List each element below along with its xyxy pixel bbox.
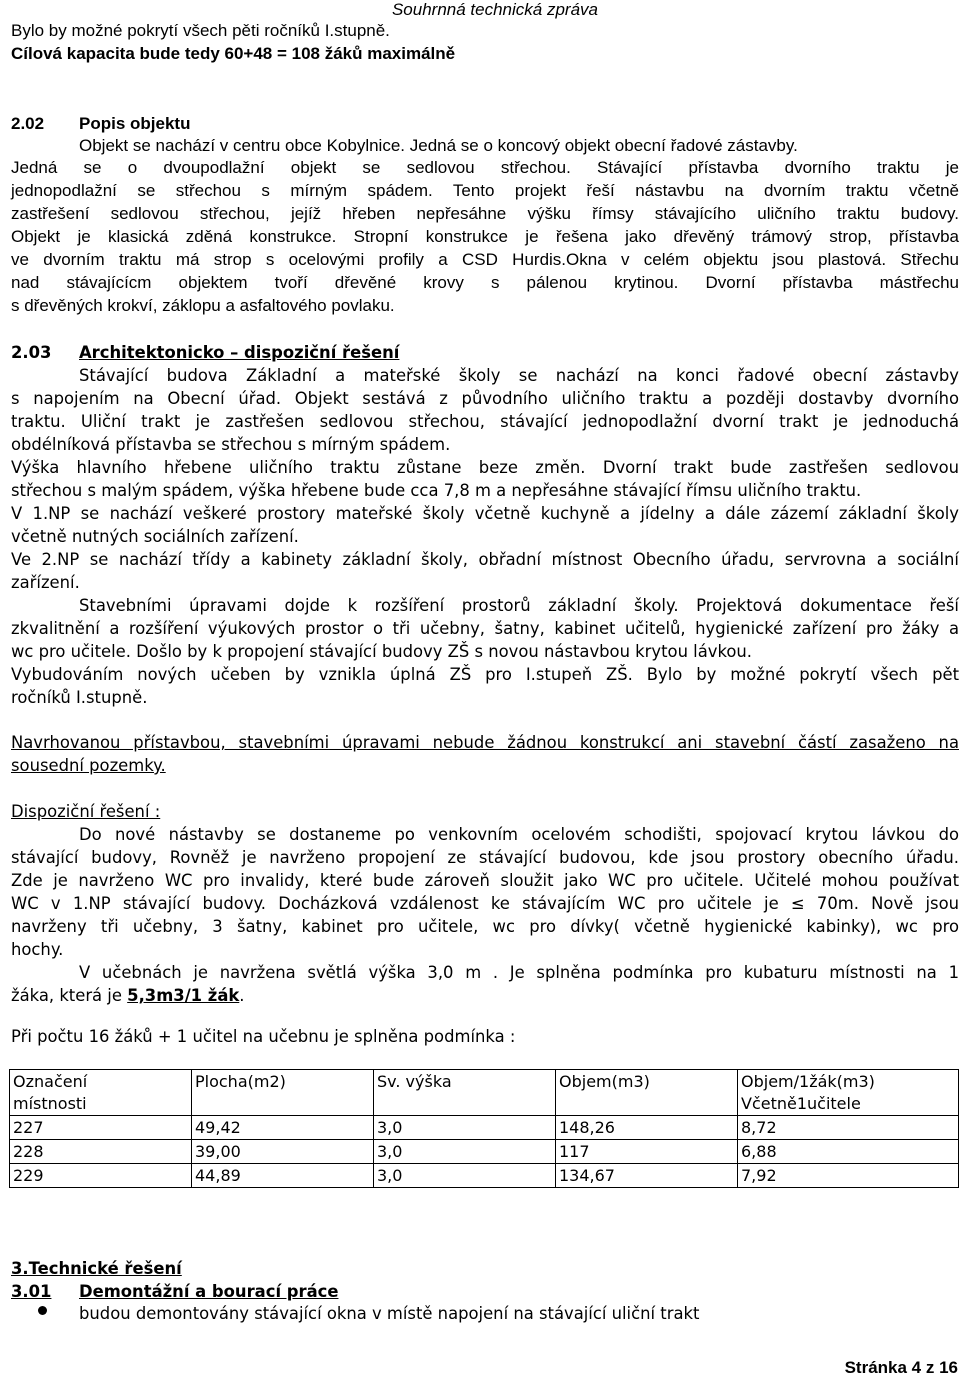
s203-line: ročníků I.stupně. [11, 688, 148, 707]
table-cell: 117 [556, 1140, 738, 1164]
s203-line: včetně nutných sociálních zařízení. [11, 527, 299, 546]
s203-line: Vybudováním nových učeben by vznikla úplná ZŠ pro I.stupeň ZŠ. Bylo by možné pokrytí všech pět [11, 665, 959, 684]
section-2-02-title: Popis objektu [79, 114, 191, 133]
table-row [10, 1164, 959, 1188]
table-cell: 44,89 [192, 1164, 374, 1188]
s203-line: Stávající budova Základní a mateřské školy se nachází na konci řadové obecní zástavby [79, 366, 959, 385]
dispozicni-line: V učebnách je navržena světlá výška 3,0 m . Je splněna podmínka pro kubaturu místnosti na 1 [79, 963, 959, 982]
table-cell: 3,0 [374, 1164, 556, 1188]
intro-line-2: Cílová kapacita bude tedy 60+48 = 108 žáků maximálně [11, 44, 456, 63]
s203-line: traktu. Uliční trakt je zastřešen sedlovou střechou, stávající jednopodlažní dvorní trakt je jednoduchá [11, 412, 959, 431]
section-3-01-number: 3.01 [11, 1282, 52, 1301]
table-cell: 148,26 [556, 1116, 738, 1140]
dispozicni-line: navrženy tři učebny, 3 šatny, kabinet pro učitele, wc pro dívky( včetně hygienické kabinky), wc pro [11, 917, 959, 936]
s203-line: zkvalitnění a rozšíření výukových prostor o tři učebny, šatny, kabinet učitelů, hygienické zařízení pro žáky a [11, 619, 959, 638]
s203-line: Výška hlavního hřebene uličního traktu zůstane beze změn. Dvorní trakt bude zastřešen sedlovou [11, 458, 959, 477]
dispozicni-line: WC v 1.NP stávající budovy. Docházková vzdálenost ke stávajícím WC pro učitele je ≤ 70m. Nově jsou [11, 894, 959, 913]
s203-line: střechou s malým spádem, výška hřebene bude cca 7,8 m a nepřesáhne stávající římsu uličního traktu. [11, 481, 862, 500]
s202-line: Objekt je klasická zděná konstrukce. Stropní konstrukce je řešena jako dřevěný trámový strop, přístavba [11, 227, 959, 246]
s202-line: nad stávajícícm objektem tvoří dřevěné krovy s pálenou krytinou. Dvorní přístavba mástřechu [11, 273, 959, 292]
dispozicni-line: hochy. [11, 940, 64, 959]
table-cell: 228 [10, 1140, 192, 1164]
s203-line: s napojením na Obecní úřad. Objekt sestává z původního uličního traktu a později dostavby dvorního [11, 389, 959, 408]
condition-line: Při počtu 16 žáků + 1 učitel na učebnu je splněna podmínka : [11, 1027, 516, 1046]
header-cell: Objem(m3) [556, 1070, 738, 1116]
header-cell: Označení místnosti [10, 1070, 192, 1116]
table-cell: 134,67 [556, 1164, 738, 1188]
table-row [10, 1116, 959, 1140]
page-footer: Stránka 4 z 16 [844, 1358, 958, 1377]
dispozicni-line: Do nové nástavby se dostaneme po venkovním ocelovém schodišti, spojovací krytou lávkou do [79, 825, 959, 844]
intro-line-1: Bylo by možné pokrytí všech pěti ročníků I.stupně. [11, 21, 390, 40]
table-cell: 39,00 [192, 1140, 374, 1164]
dispozicni-heading: Dispoziční řešení : [11, 802, 161, 821]
s202-line: zastřešení sedlovou střechou, jejíž hřeben nepřesáhne výšku římsy stávajícího uličního traktu budovy. [11, 204, 959, 223]
header-cell: Objem/1žák(m3) Včetně1učitele [738, 1070, 959, 1116]
s203-line: V 1.NP se nachází veškeré prostory mateřské školy včetně kuchyně a jídelny a dále zázemí základní školy [11, 504, 959, 523]
s202-line: s dřevěných krokví, záklopu a asfaltového povlaku. [11, 296, 395, 315]
table-cell: 3,0 [374, 1116, 556, 1140]
table-cell: 227 [10, 1116, 192, 1140]
s203-line: Stavebními úpravami dojde k rozšíření prostorů základní školy. Projektová dokumentace řeší [79, 596, 959, 615]
header-cell: Sv. výška [374, 1070, 556, 1116]
table-header-row [10, 1070, 959, 1116]
s202-line: Objekt se nachází v centru obce Kobylnice. Jedná se o koncový objekt obecní řadové zástavby. [79, 136, 798, 155]
s203-line: obdélníková přístavba se střechou s mírným spádem. [11, 435, 451, 454]
bullet-icon [38, 1306, 47, 1315]
table-cell: 49,42 [192, 1116, 374, 1140]
section-2-03-title: Architektonicko – dispoziční řešení [79, 343, 400, 362]
table-cell: 7,92 [738, 1164, 959, 1188]
dispozicni-line: stávající budovy, Rovněž je navrženo propojení ze stávající budovou, kde jsou prostory obecního úřadu. [11, 848, 959, 867]
s202-line: jednopodlažní se střechou s mírným spádem. Tento projekt řeší nástavbu na dvorním traktu včetně [11, 181, 959, 200]
dispozicni-line: Zde je navrženo WC pro invalidy, které bude zároveň sloužit jako WC pro učitele. Učitelé mohou používat [11, 871, 959, 890]
table-cell: 229 [10, 1164, 192, 1188]
document-header: Souhrnná technická zpráva [391, 0, 598, 19]
s202-line: ve dvorním traktu má strop s ocelovými profily a CSD Hurdis.Okna v celém objektu jsou plastová. Střechu [11, 250, 959, 269]
section-3-01-title: Demontážní a bourací práce [79, 1282, 339, 1301]
table-row [10, 1140, 959, 1164]
bullet-item: budou demontovány stávající okna v místě napojení na stávající uliční trakt [79, 1304, 700, 1323]
s203-line: zařízení. [11, 573, 80, 592]
kubatura-value: 5,3m3/1 žák [127, 986, 240, 1005]
notice-line-2: sousední pozemky. [11, 756, 166, 775]
section-3-title: 3.Technické řešení [11, 1259, 182, 1278]
notice-line-1: Navrhovanou přístavbou, stavebními úpravami nebude žádnou konstrukcí ani stavební částí zasaženo na [11, 733, 959, 752]
s202-line: Jedná se o dvoupodlažní objekt se sedlovou střechou. Stávající přístavba dvorního traktu je [11, 158, 959, 177]
s203-line: wc pro učitele. Došlo by k propojení stávající budovy ZŠ s novou nástavbou krytou lávkou. [11, 642, 752, 661]
table-cell: 8,72 [738, 1116, 959, 1140]
section-2-03-number: 2.03 [11, 343, 52, 362]
table-cell: 3,0 [374, 1140, 556, 1164]
section-2-02-number: 2.02 [11, 114, 45, 133]
header-cell: Plocha(m2) [192, 1070, 374, 1116]
table-cell: 6,88 [738, 1140, 959, 1164]
rooms-table [9, 1069, 959, 1188]
s203-line: Ve 2.NP se nachází třídy a kabinety základní školy, obřadní místnost Obecního úřadu, servrovna a sociální [11, 550, 959, 569]
kubatura-line: žáka, která je 5,3m3/1 žák. [11, 986, 245, 1005]
